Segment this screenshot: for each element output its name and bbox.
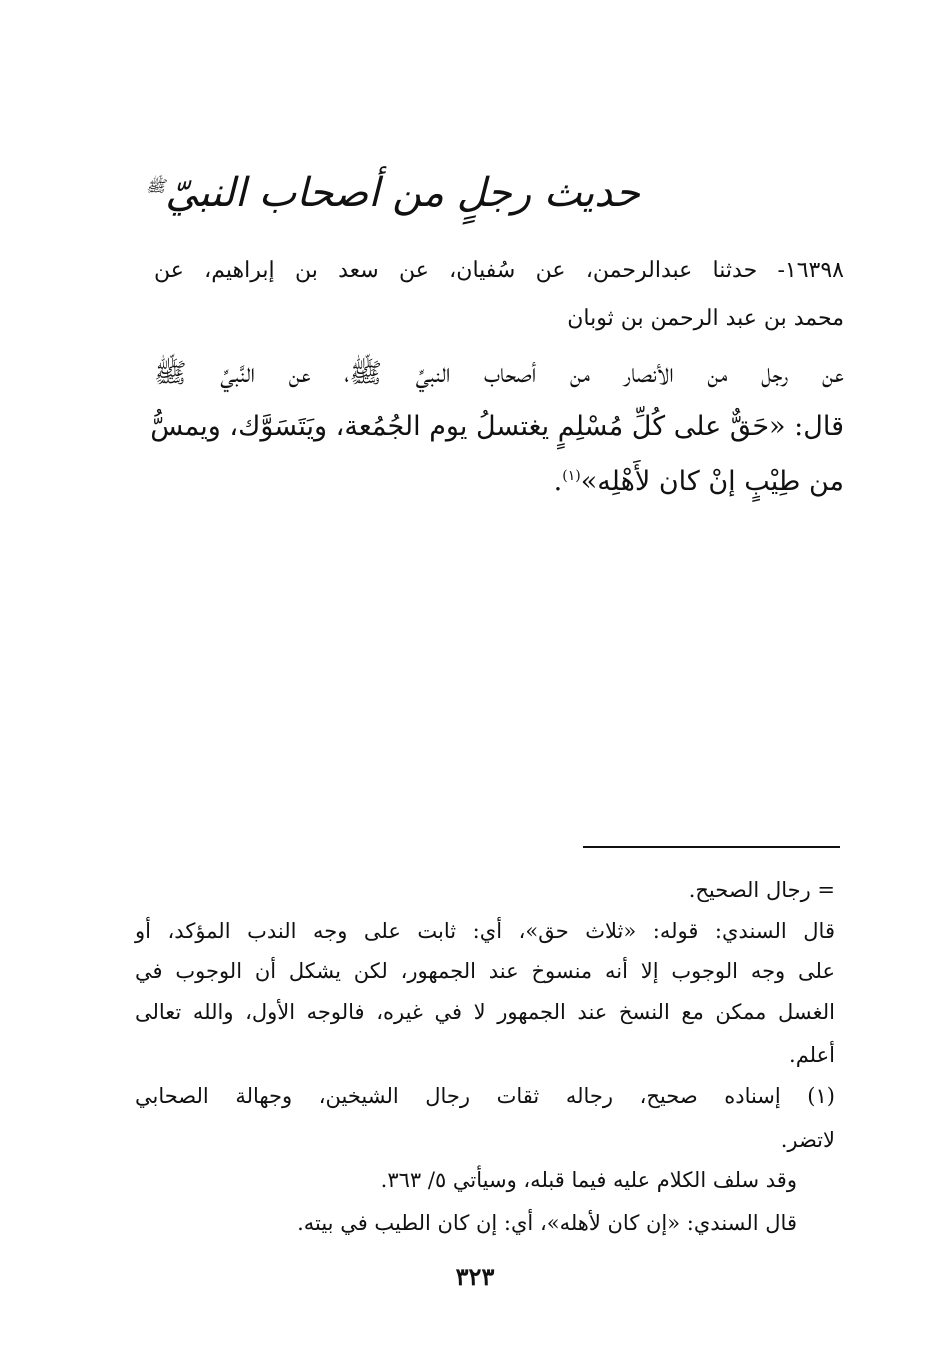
footnote-line-1: = رجال الصحيح. bbox=[688, 878, 835, 902]
footnote-line-6: (١) إسناده صحيح، رجاله ثقات رجال الشيخين، وجهالة الصحابي bbox=[135, 1084, 835, 1108]
hadith-number-line: ١٦٣٩٨- حدثنا عبدالرحمن، عن سُفيان، عن سعد بن إبراهيم، عن bbox=[154, 258, 844, 283]
footnote-separator bbox=[583, 846, 840, 848]
section-title-text: حديث رجلٍ من أصحاب النبيّ bbox=[165, 170, 640, 216]
isnad-line-2: محمد بن عبد الرحمن بن ثوبان bbox=[567, 306, 844, 331]
matn-line-2: قال: «حَقٌّ على كُلِّ مُسْلِمٍ يغتسلُ يوم الجُمُعة، ويَتَسَوَّك، ويمسُّ bbox=[150, 411, 844, 442]
footnote-line-3: على وجه الوجوب إلا أنه منسوخ عند الجمهور، لكن يشكل أن الوجوب في bbox=[135, 959, 835, 983]
footnote-reference: (١) bbox=[562, 468, 581, 484]
footnote-line-5: أعلم. bbox=[789, 1043, 835, 1067]
footnote-line-2: قال السندي: قوله: «ثلاث حق»، أي: ثابت على وجه الندب المؤكد، أو bbox=[135, 919, 835, 943]
footnote-line-7: لاتضر. bbox=[780, 1128, 835, 1152]
honorific-mark: ﷺ bbox=[145, 176, 166, 196]
section-title bbox=[145, 170, 640, 216]
footnote-line-8: وقد سلف الكلام عليه فيما قبله، وسيأتي ٥/ ٣٦٣. bbox=[380, 1168, 797, 1192]
matn-line-3-end: . bbox=[553, 466, 563, 497]
footnote-line-4: الغسل ممكن مع النسخ عند الجمهور لا في غيره، فالوجه الأول، والله تعالى bbox=[135, 1000, 835, 1024]
matn-line-3-text: من طِيْبٍ إنْ كان لأَهْلِه» bbox=[580, 466, 844, 497]
page-number: ٣٢٣ bbox=[455, 1262, 495, 1291]
matn-line-1: عن رجل من الأنصار من أصحاب النبيِّ ﷺ، عن النَّبيِّ ﷺ bbox=[154, 358, 844, 389]
footnote-line-9: قال السندي: «إن كان لأهله»، أي: إن كان الطيب في بيته. bbox=[297, 1211, 797, 1235]
matn-line-3 bbox=[154, 466, 844, 497]
